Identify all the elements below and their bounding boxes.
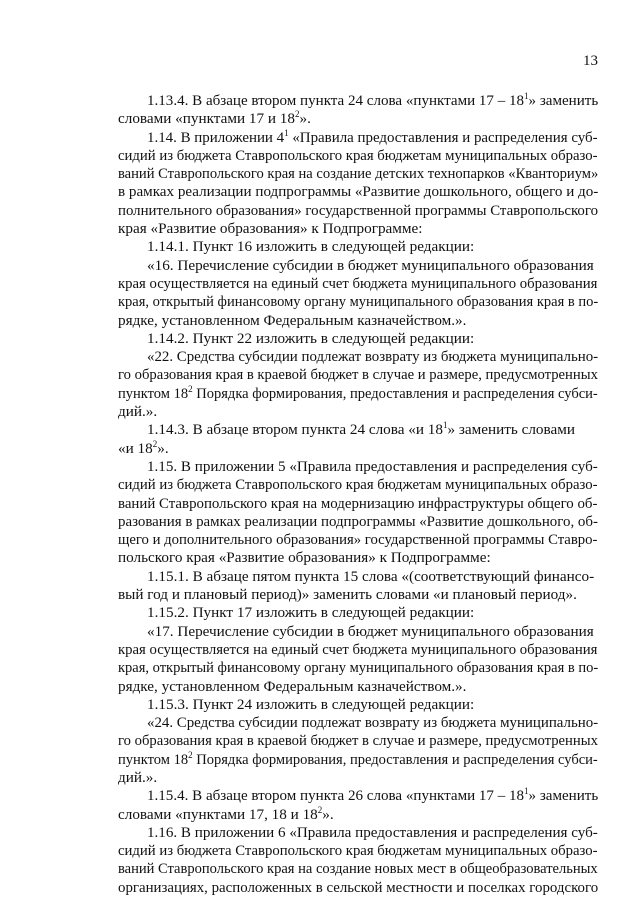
text-segment: рядке, установленном Федеральным казначейством.». bbox=[118, 311, 467, 329]
text-line bbox=[118, 879, 598, 897]
text-segment: 1.15.2. Пункт 17 изложить в следующей редакции: bbox=[147, 604, 475, 622]
superscript: 1 bbox=[524, 786, 529, 797]
text-line bbox=[118, 385, 598, 403]
text-segment: края осуществляется на единый счет бюджета муниципального образования bbox=[118, 275, 598, 292]
text-segment: «16. Перечисление субсидии в бюджет муниципального образования bbox=[147, 256, 594, 274]
superscript: 2 bbox=[188, 383, 193, 394]
document-body bbox=[118, 92, 598, 897]
text-line bbox=[118, 366, 598, 384]
text-segment: ». bbox=[157, 439, 169, 457]
text-segment: дий.». bbox=[118, 403, 158, 421]
text-segment: «24. Средства субсидии подлежат возврату из бюджета муниципально- bbox=[147, 715, 599, 732]
superscript: 2 bbox=[317, 804, 323, 815]
superscript: 2 bbox=[294, 109, 300, 120]
text-segment: ваний Ставропольского края на создание детских технопарков «Кванториум» bbox=[118, 166, 599, 183]
text-segment: ваний Ставропольского края на создание новых мест в общеобразовательных bbox=[118, 861, 598, 878]
text-segment: польского края «Развитие образования» к Подпрограмме: bbox=[118, 549, 491, 567]
text-segment: сидий из бюджета Ставропольского края бюджетам муниципальных образо- bbox=[118, 843, 598, 860]
text-line bbox=[118, 586, 598, 604]
text-line bbox=[118, 183, 598, 201]
text-segment: 1.14.3. В абзаце втором пункта 24 слова «и 18 bbox=[147, 421, 443, 439]
text-line bbox=[118, 568, 598, 586]
text-line bbox=[118, 513, 598, 531]
text-segment: 1.15.1. В абзаце пятом пункта 15 слова «(соответствующий финансо- bbox=[147, 567, 595, 585]
text-segment: » заменить bbox=[528, 788, 599, 805]
text-line bbox=[118, 257, 598, 275]
text-line bbox=[118, 92, 598, 110]
text-segment: » заменить словами bbox=[447, 421, 575, 439]
text-segment: сидий из бюджета Ставропольского края бюджетам муниципальных образо- bbox=[118, 147, 598, 164]
text-segment: 1.15. В приложении 5 «Правила предоставления и распределения суб- bbox=[147, 458, 598, 475]
text-segment: «22. Средства субсидии подлежат возврату из бюджета муниципально- bbox=[147, 349, 599, 366]
text-segment: го образования края в краевой бюджет в случае и размере, предусмотренных bbox=[118, 733, 598, 750]
text-line bbox=[118, 312, 598, 330]
text-segment: края, открытый финансовому органу муниципального образования края в по- bbox=[118, 294, 599, 311]
superscript: 1 bbox=[524, 90, 529, 101]
page-number: 13 bbox=[583, 53, 598, 69]
text-line bbox=[118, 531, 598, 549]
text-segment: 1.14. В приложении 4 bbox=[147, 129, 285, 146]
text-segment: словами «пунктами 17, 18 и 18 bbox=[118, 805, 318, 823]
text-line bbox=[118, 678, 598, 696]
text-segment: «Правила предоставления и распределения суб- bbox=[288, 129, 598, 146]
text-segment: ваний Ставропольского края на модернизацию инфраструктуры общего об- bbox=[118, 495, 598, 512]
text-segment: организациях, расположенных в сельской местности и поселках городского bbox=[118, 879, 599, 896]
text-line bbox=[118, 110, 598, 128]
text-line bbox=[118, 220, 598, 238]
text-line bbox=[118, 732, 598, 750]
text-segment: 1.15.4. В абзаце втором пункта 26 слова «пунктами 17 – 18 bbox=[147, 788, 525, 805]
text-segment: в рамках реализации подпрограммы «Развитие дошкольного, общего и до- bbox=[118, 184, 599, 201]
text-segment: сидий из бюджета Ставропольского края бюджетам муниципальных образо- bbox=[118, 477, 598, 494]
text-segment: «и 18 bbox=[118, 439, 153, 457]
text-segment: края осуществляется на единый счет бюджета муниципального образования bbox=[118, 641, 598, 658]
text-segment: «17. Перечисление субсидии в бюджет муниципального образования bbox=[147, 622, 594, 640]
text-line bbox=[118, 403, 598, 421]
text-segment: 1.15.3. Пункт 24 изложить в следующей редакции: bbox=[147, 695, 475, 713]
text-line bbox=[118, 202, 598, 220]
text-line bbox=[118, 348, 598, 366]
superscript: 1 bbox=[443, 420, 448, 431]
text-segment: Порядка формирования, предоставления и распределения субси- bbox=[192, 751, 598, 768]
text-line bbox=[118, 476, 598, 494]
text-line bbox=[118, 604, 598, 622]
text-line bbox=[118, 421, 598, 439]
text-line bbox=[118, 696, 598, 714]
text-line bbox=[118, 806, 598, 824]
text-segment: ». bbox=[299, 110, 311, 128]
text-line bbox=[118, 275, 598, 293]
text-line bbox=[118, 641, 598, 659]
text-line bbox=[118, 147, 598, 165]
text-line bbox=[118, 769, 598, 787]
text-line bbox=[118, 495, 598, 513]
text-line bbox=[118, 330, 598, 348]
text-line bbox=[118, 787, 598, 805]
text-line bbox=[118, 751, 598, 769]
text-segment: пунктом 18 bbox=[118, 751, 189, 768]
text-line bbox=[118, 293, 598, 311]
text-line bbox=[118, 165, 598, 183]
text-line bbox=[118, 458, 598, 476]
superscript: 2 bbox=[152, 438, 158, 449]
text-line bbox=[118, 842, 598, 860]
superscript: 1 bbox=[284, 127, 289, 138]
text-segment: щего и дополнительного образования» государственной программы Ставро- bbox=[118, 532, 598, 549]
text-segment: 1.14.1. Пункт 16 изложить в следующей редакции: bbox=[147, 238, 475, 256]
text-segment: полнительного образования» государственной программы Ставропольского bbox=[118, 202, 598, 219]
text-segment: края «Развитие образования» к Подпрограмме: bbox=[118, 220, 423, 238]
text-segment: рядке, установленном Федеральным казначейством.». bbox=[118, 677, 467, 695]
text-line bbox=[118, 824, 598, 842]
text-segment: вый год и плановый период)» заменить словами «и плановый период». bbox=[118, 586, 577, 604]
text-line bbox=[118, 860, 598, 878]
text-line bbox=[118, 129, 598, 147]
text-line bbox=[118, 714, 598, 732]
text-segment: » заменить bbox=[528, 93, 599, 109]
text-segment: 1.13.4. В абзаце втором пункта 24 слова «пунктами 17 – 18 bbox=[147, 93, 525, 109]
text-segment: 1.14.2. Пункт 22 изложить в следующей редакции: bbox=[147, 329, 475, 347]
text-line bbox=[118, 549, 598, 567]
text-segment: 1.16. В приложении 6 «Правила предоставления и распределения суб- bbox=[147, 824, 598, 841]
text-line bbox=[118, 659, 598, 677]
text-segment: края, открытый финансовому органу муниципального образования края в по- bbox=[118, 660, 599, 677]
text-segment: Порядка формирования, предоставления и распределения субси- bbox=[192, 385, 598, 402]
text-segment: ». bbox=[322, 805, 334, 823]
text-segment: го образования края в краевой бюджет в случае и размере, предусмотренных bbox=[118, 367, 598, 384]
text-segment: дий.». bbox=[118, 768, 158, 786]
text-line bbox=[118, 623, 598, 641]
superscript: 2 bbox=[188, 749, 193, 760]
text-segment: пунктом 18 bbox=[118, 385, 189, 402]
text-line bbox=[118, 238, 598, 256]
text-segment: разования в рамках реализации подпрограммы «Развитие дошкольного, об- bbox=[118, 513, 598, 530]
text-line bbox=[118, 440, 598, 458]
text-segment: словами «пунктами 17 и 18 bbox=[118, 110, 295, 128]
